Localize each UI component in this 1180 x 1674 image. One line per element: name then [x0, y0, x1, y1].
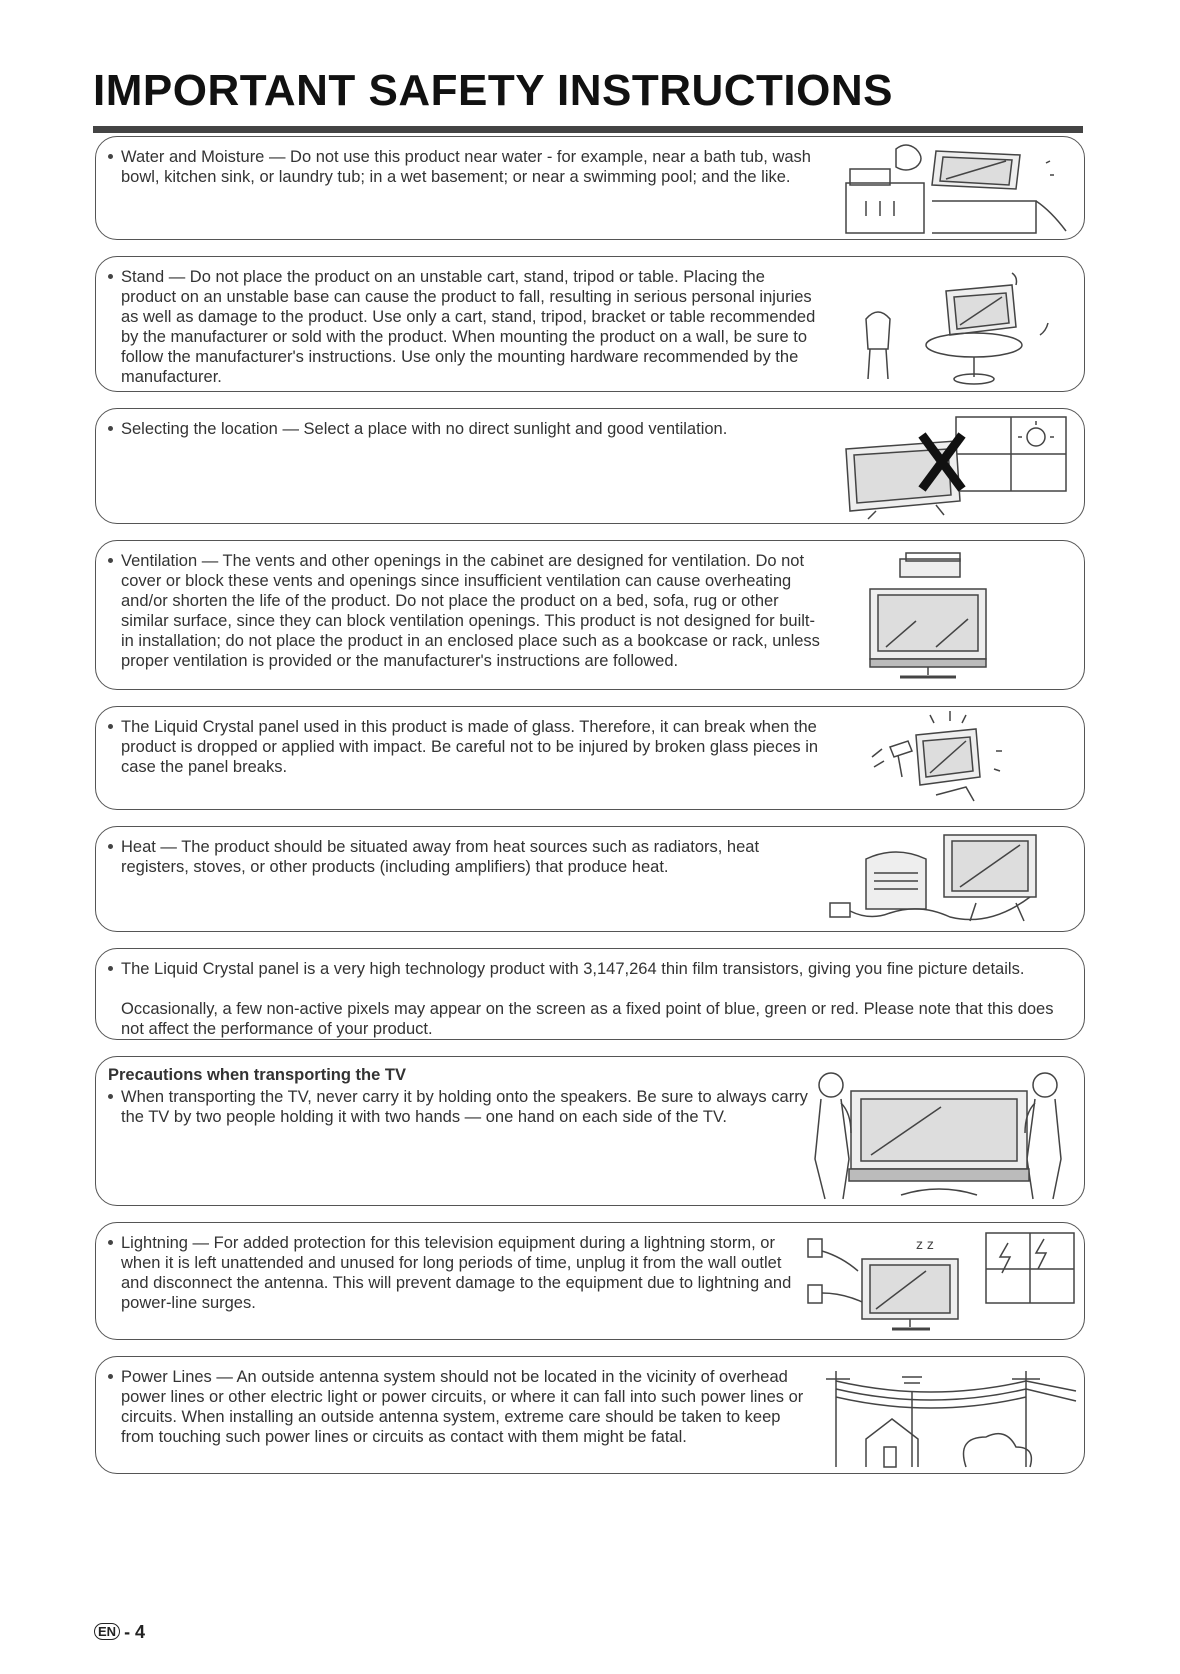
section-text-secondary: Occasionally, a few non-active pixels may appear on the screen as a fixed point of blue, green or red. Please note that this does not affect the performance of your product. — [121, 1000, 1054, 1038]
section-text: The Liquid Crystal panel used in this product is made of glass. Therefore, it can break when the product is dropped or applied with impact. Be careful not to be injured by broken glass pieces in case the panel breaks. — [121, 718, 819, 776]
ventilation-illustration — [856, 551, 1071, 685]
section-pixels — [95, 948, 1085, 1040]
section-water-moisture — [95, 136, 1085, 240]
page-number: - 4 — [124, 1622, 146, 1642]
language-badge: EN — [94, 1623, 120, 1640]
section-glass-panel — [95, 706, 1085, 810]
lightning-unplug-illustration — [796, 1229, 1081, 1339]
section-text: Selecting the location — Select a place with no direct sunlight and good ventilation. — [121, 420, 728, 438]
section-text: Water and Moisture — Do not use this product near water - for example, near a bath tub, wash bowl, kitchen sink, or laundry tub; in a wet basement; or near a swimming pool; and the like. — [121, 148, 811, 186]
unstable-stand-illustration — [836, 263, 1071, 387]
section-heading: Precautions when transporting the TV — [108, 1066, 406, 1084]
bullet-dot — [108, 966, 113, 971]
section-text: Power Lines — An outside antenna system should not be located in the vicinity of overhead power lines or other electric light or power circuits, or where it can fall into such power lines or circuits. When installing an outside antenna system, extreme care should be taken to keep from touching such power lines or circuits as contact with them might be fatal. — [121, 1368, 804, 1446]
glass-breakage-illustration — [826, 711, 1071, 807]
bullet-dot — [108, 154, 113, 159]
bullet-dot — [108, 724, 113, 729]
section-text: The Liquid Crystal panel is a very high technology product with 3,147,264 thin film transistors, giving you fine picture details. — [121, 960, 1025, 978]
section-ventilation — [95, 540, 1085, 690]
section-text: Heat — The product should be situated away from heat sources such as radiators, heat registers, stoves, or other products (including amplifiers) that produce heat. — [121, 838, 760, 876]
section-location — [95, 408, 1085, 524]
section-lightning — [95, 1222, 1085, 1340]
section-stand — [95, 256, 1085, 392]
water-hazard-illustration — [836, 141, 1071, 237]
bullet-dot — [108, 1374, 113, 1379]
section-text: When transporting the TV, never carry it by holding onto the speakers. Be sure to always carry the TV by two people holding it with two hands — one hand on each side of the TV. — [121, 1088, 808, 1126]
heat-source-illustration — [826, 833, 1076, 929]
section-power-lines — [95, 1356, 1085, 1474]
title-rule — [93, 126, 1083, 133]
section-text: Lightning — For added protection for this television equipment during a lightning storm, or when it is left unattended and unused for long periods of time, unplug it from the wall outlet and disconnect the antenna. This will prevent damage to the equipment due to lightning and power-line surges. — [121, 1234, 792, 1312]
svg-text:z z: z z — [916, 1236, 934, 1252]
section-text: Ventilation — The vents and other openings in the cabinet are designed for ventilation. Do not cover or block these vents and openings since insufficient ventilation can cause overheating and/or shorten the life of the product. Do not place the product on a bed, sofa, rug or other similar surface, since they can block ventilation openings. This product is not designed for built-in installation; do not place the product in an enclosed place such as a bookcase or rack, unless proper ventilation is provided or the manufacturer's instructions are followed. — [121, 552, 820, 670]
page-footer — [94, 1622, 145, 1643]
page-title: IMPORTANT SAFETY INSTRUCTIONS — [93, 66, 893, 115]
bullet-dot — [108, 1240, 113, 1245]
bullet-dot — [108, 844, 113, 849]
bullet-dot — [108, 274, 113, 279]
sunlight-location-illustration — [836, 415, 1071, 521]
bullet-dot — [108, 558, 113, 563]
section-heat — [95, 826, 1085, 932]
bullet-dot — [108, 1094, 113, 1099]
bullet-dot — [108, 426, 113, 431]
power-lines-illustration — [826, 1361, 1081, 1471]
section-transporting — [95, 1056, 1085, 1206]
section-text: Stand — Do not place the product on an unstable cart, stand, tripod or table. Placing the product on an unstable base can cause the product to fall, resulting in serious personal injuries as well as damage to the product. Use only a cart, stand, tripod, bracket or table recommended by the manufacturer or sold with the product. When mounting the product on a wall, be sure to follow the manufacturer's instructions. Use only the mounting hardware recommended by the manufacturer. — [121, 268, 816, 386]
carrying-tv-illustration — [801, 1063, 1076, 1203]
